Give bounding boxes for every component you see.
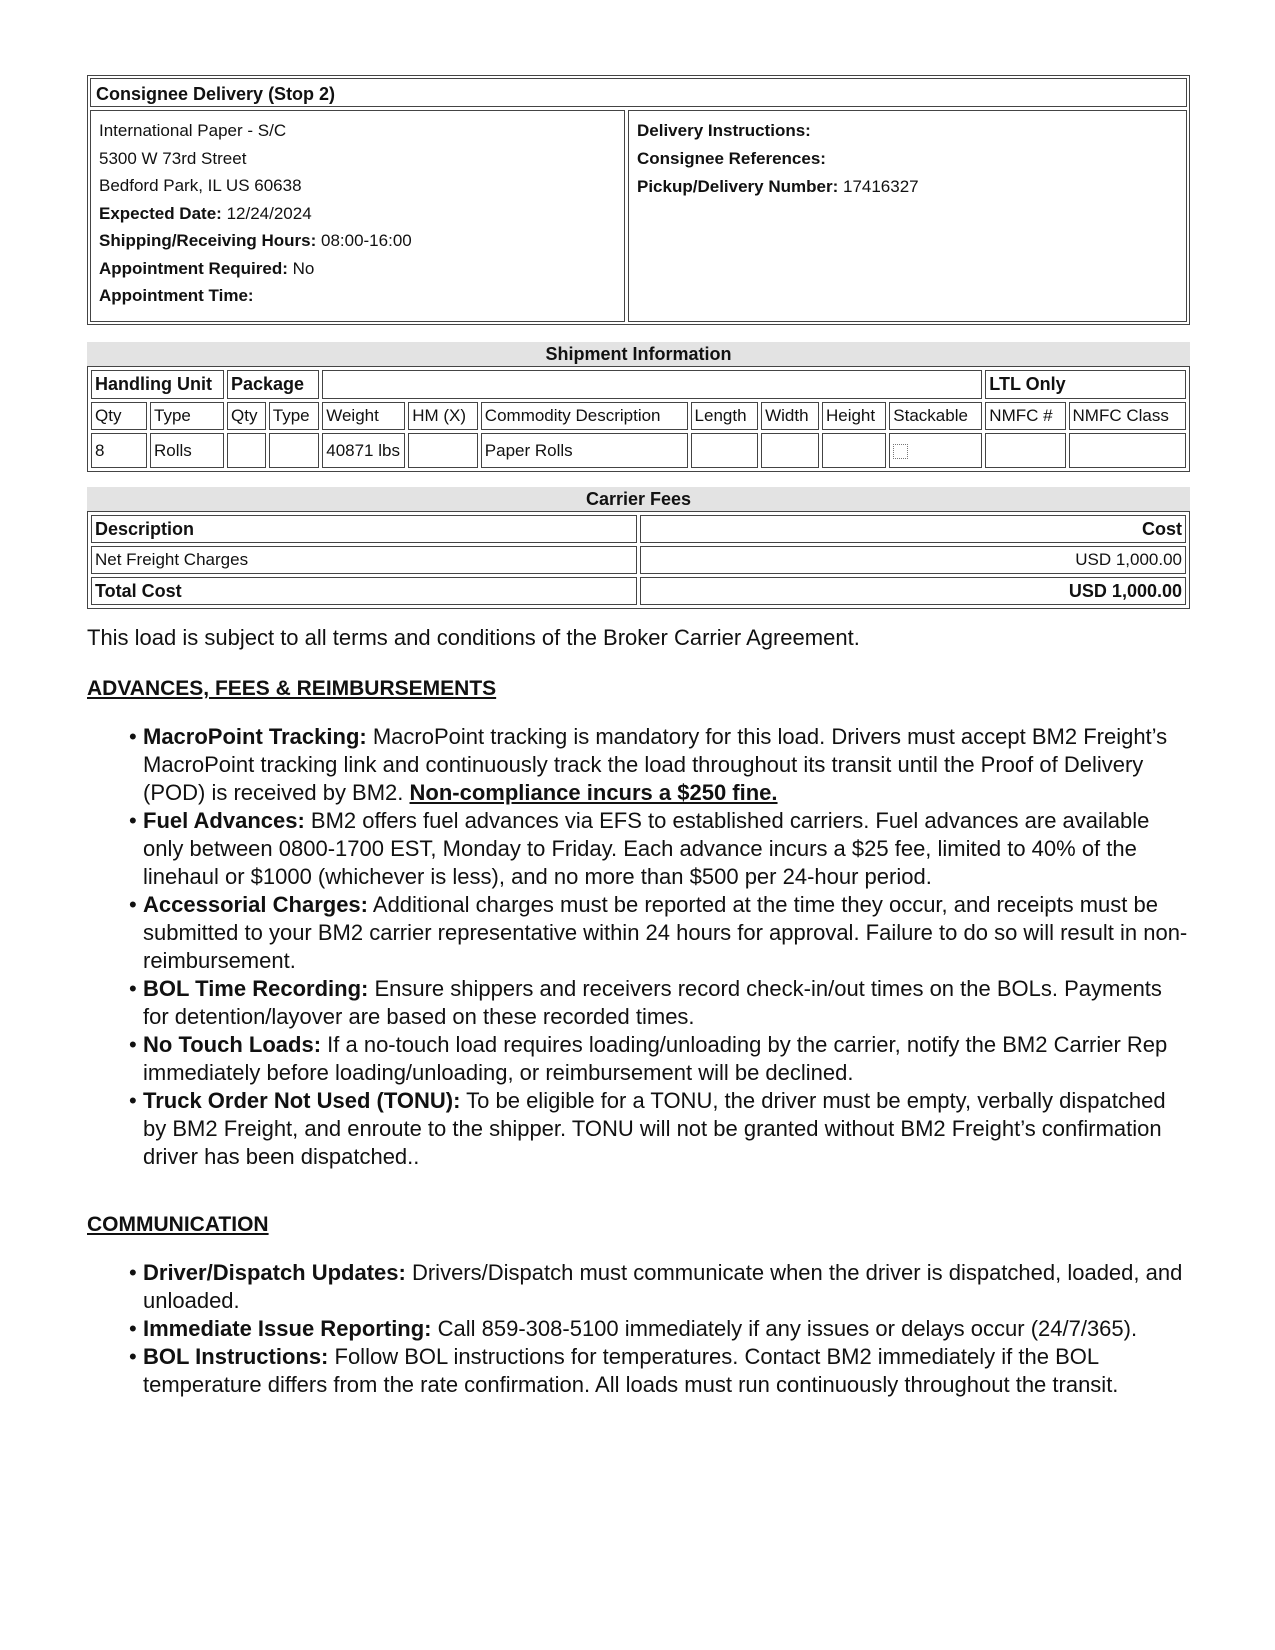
col-length: Length — [691, 402, 759, 430]
appointment-required-value: No — [292, 258, 315, 278]
consignee-instructions-block — [628, 110, 1187, 322]
cell-height — [822, 433, 886, 468]
item-text: Ensure shippers and receivers record check-in/out times on the BOLs. Payments for detention/layover are based on these recorded times. — [143, 976, 1162, 1029]
shipment-title: Shipment Information — [87, 342, 1190, 366]
item-label: No Touch Loads: — [143, 1032, 322, 1057]
carrier-fees-section — [87, 487, 1190, 609]
appointment-time-row — [99, 282, 616, 310]
list-item — [131, 807, 1190, 891]
item-text: Call 859-308-5100 immediately if any issues or delays occur (24/7/365). — [431, 1316, 1138, 1341]
item-label: Fuel Advances: — [143, 808, 305, 833]
list-item — [131, 975, 1190, 1031]
cell-nmfc-class — [1069, 433, 1187, 468]
item-text: MacroPoint tracking is mandatory for this load. Drivers must accept BM2 Freight’s MacroPoint tracking link and continuously track the load throughout its transit until the Proof of Delivery (POD) is received by BM2. — [143, 724, 1168, 805]
consignee-city: Bedford Park, IL US 60638 — [99, 176, 302, 195]
col-pkg-qty: Qty — [227, 402, 266, 430]
pickup-number-label: Pickup/Delivery Number: — [637, 177, 839, 196]
cell-pkg-type — [269, 433, 319, 468]
appointment-required-label: Appointment Required: — [99, 258, 288, 278]
ltl-only-header: LTL Only — [985, 370, 1186, 399]
list-item — [131, 891, 1190, 975]
communication-title: COMMUNICATION — [87, 1213, 269, 1236]
handling-unit-header: Handling Unit — [91, 370, 224, 399]
cell-length — [691, 433, 759, 468]
expected-date-label: Expected Date: — [99, 203, 222, 223]
cell-hm — [408, 433, 478, 468]
item-label: Immediate Issue Reporting: — [143, 1316, 432, 1341]
carrier-fees-title: Carrier Fees — [87, 487, 1190, 511]
cell-nmfc — [985, 433, 1065, 468]
total-cost-value: USD 1,000.00 — [640, 577, 1186, 605]
appointment-time-label: Appointment Time: — [99, 286, 254, 305]
shipment-section — [87, 342, 1190, 472]
fees-cost-header: Cost — [640, 515, 1186, 543]
col-hm: HM (X) — [408, 402, 478, 430]
appointment-required-row — [99, 255, 616, 283]
total-cost-label: Total Cost — [91, 577, 637, 605]
item-text: BM2 offers fuel advances via EFS to established carriers. Fuel advances are available only between 0800-1700 EST, Monday to Friday. Each advance incurs a $25 fee, limited to 40% of the linehaul or $1000 (whichever is less), and no more than $500 per 24-hour period. — [143, 808, 1150, 889]
terms-statement: This load is subject to all terms and conditions of the Broker Carrier Agreement. — [87, 625, 860, 650]
advances-title: ADVANCES, FEES & REIMBURSEMENTS — [87, 677, 497, 700]
shipment-table — [87, 366, 1190, 472]
list-item — [131, 1315, 1190, 1343]
fees-total-row — [91, 577, 1186, 605]
item-label: Driver/Dispatch Updates: — [143, 1260, 406, 1285]
cell-hu-qty: 8 — [91, 433, 147, 468]
item-text: If a no-touch load requires loading/unloading by the carrier, notify the BM2 Carrier Rep immediately before loading/unloading, or reimbursement will be declined. — [143, 1032, 1168, 1085]
package-header: Package — [227, 370, 319, 399]
cell-pkg-qty — [227, 433, 266, 468]
fee-line-description: Net Freight Charges — [91, 546, 637, 574]
carrier-fees-table — [87, 511, 1190, 609]
hours-label: Shipping/Receiving Hours: — [99, 231, 317, 250]
item-label: BOL Instructions: — [143, 1344, 329, 1369]
fees-description-header: Description — [91, 515, 637, 543]
item-text: Additional charges must be reported at the time they occur, and receipts must be submitted to your BM2 carrier representative within 24 hours for approval. Failure to do so will result in non-reimbursement. — [143, 892, 1188, 973]
item-label: BOL Time Recording: — [143, 976, 369, 1001]
list-item — [131, 1031, 1190, 1087]
col-nmfc: NMFC # — [985, 402, 1065, 430]
communication-list — [87, 1259, 1190, 1399]
item-label: Truck Order Not Used (TONU): — [143, 1088, 461, 1113]
col-pkg-type: Type — [269, 402, 319, 430]
fees-header-row — [91, 515, 1186, 543]
item-label: Accessorial Charges: — [143, 892, 368, 917]
cell-hu-type: Rolls — [150, 433, 224, 468]
fee-line-cost: USD 1,000.00 — [640, 546, 1186, 574]
cell-stackable — [889, 433, 982, 468]
document-page — [87, 75, 1190, 1399]
fine-warning: Non-compliance incurs a $250 fine. — [409, 780, 778, 805]
col-commodity: Commodity Description — [481, 402, 688, 430]
pickup-number-row — [637, 173, 1178, 201]
hours-value: 08:00-16:00 — [320, 231, 412, 250]
shipment-column-header-row — [91, 402, 1186, 430]
table-row — [91, 546, 1186, 574]
consignee-address-block — [90, 110, 625, 322]
col-nmfc-class: NMFC Class — [1069, 402, 1187, 430]
advances-list — [87, 723, 1190, 1171]
hours-row — [99, 227, 616, 255]
delivery-instructions-label: Delivery Instructions: — [637, 121, 811, 140]
col-hu-type: Type — [150, 402, 224, 430]
col-hu-qty: Qty — [91, 402, 147, 430]
table-row — [91, 433, 1186, 468]
pickup-number-value: 17416327 — [842, 177, 919, 196]
col-stackable: Stackable — [889, 402, 982, 430]
consignee-name: International Paper - S/C — [99, 121, 287, 140]
list-item — [131, 1087, 1190, 1171]
cell-weight: 40871 lbs — [322, 433, 405, 468]
item-text: Follow BOL instructions for temperatures. Contact BM2 immediately if the BOL temperature differs from the rate confirmation. All loads must run continuously throughout the transit. — [143, 1344, 1119, 1397]
col-width: Width — [761, 402, 819, 430]
cell-commodity: Paper Rolls — [481, 433, 688, 468]
expected-date-row — [99, 200, 616, 228]
item-text: Drivers/Dispatch must communicate when the driver is dispatched, loaded, and unloaded. — [143, 1260, 1183, 1313]
consignee-references-label: Consignee References: — [637, 149, 826, 168]
group-header-spacer — [322, 370, 982, 399]
consignee-street: 5300 W 73rd Street — [99, 148, 247, 168]
expected-date-value: 12/24/2024 — [226, 203, 312, 223]
stackable-checkbox[interactable] — [893, 444, 908, 459]
col-height: Height — [822, 402, 886, 430]
list-item — [131, 1343, 1190, 1399]
shipment-group-header-row — [91, 370, 1186, 399]
consignee-header: Consignee Delivery (Stop 2) — [90, 78, 1187, 107]
cell-width — [761, 433, 819, 468]
col-weight: Weight — [322, 402, 405, 430]
item-text: To be eligible for a TONU, the driver must be empty, verbally dispatched by BM2 Freight, and enroute to the shipper. TONU will not be granted without BM2 Freight’s confirmation driver has been dispatched.. — [143, 1088, 1166, 1169]
consignee-section — [87, 75, 1190, 325]
list-item — [131, 723, 1190, 807]
item-label: MacroPoint Tracking: — [143, 724, 367, 749]
list-item — [131, 1259, 1190, 1315]
